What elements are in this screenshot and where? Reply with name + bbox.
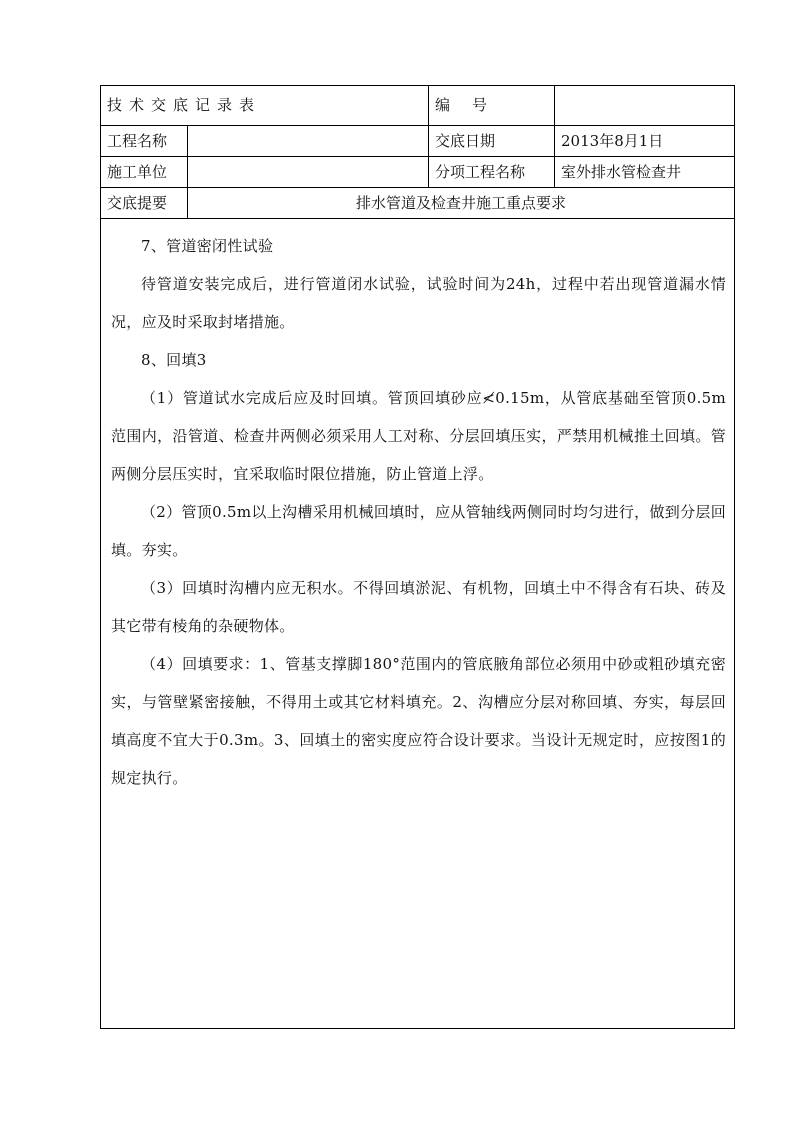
section-heading-leak-test: 7、管道密闭性试验 <box>141 237 274 255</box>
paragraph-backfill-4: （4）回填要求：1、管基支撑脚180°范围内的管底腋角部位必须用中砂或粗砂填充密实，与管壁紧密接触，不得用土或其它材料填充。2、沟槽应分层对称回填、夯实，每层回填高度不宜大于0.3m。3、回填土的密实度应符合设计要求。当设计无规定时，应按图1的规定执行。 <box>111 655 727 787</box>
paragraph-backfill-3: （3）回填时沟槽内应无积水。不得回填淤泥、有机物，回填土中不得含有石块、砖及其它带有棱角的杂硬物体。 <box>111 579 727 635</box>
summary-label: 交底提要 <box>101 188 188 219</box>
content-row <box>101 219 735 1029</box>
form-title: 技术交底记录表 <box>101 86 429 126</box>
briefing-date-label: 交底日期 <box>429 126 555 157</box>
contractor-label: 施工单位 <box>101 157 188 188</box>
summary-row <box>101 188 735 219</box>
project-name-field[interactable] <box>188 126 429 157</box>
summary-field[interactable]: 排水管道及检查井施工重点要求 <box>188 188 735 219</box>
technical-briefing-form <box>100 85 735 1029</box>
paragraph-leak-test: 待管道安装完成后，进行管道闭水试验，试验时间为24h，过程中若出现管道漏水情况，应及时采取封堵措施。 <box>111 275 727 331</box>
subitem-name-label: 分项工程名称 <box>429 157 555 188</box>
briefing-date-field[interactable]: 2013年8月1日 <box>555 126 735 157</box>
paragraph-backfill-2: （2）管顶0.5m以上沟槽采用机械回填时，应从管轴线两侧同时均匀进行，做到分层回填。夯实。 <box>111 503 727 559</box>
contractor-row <box>101 157 735 188</box>
project-row <box>101 126 735 157</box>
paragraph-backfill-1: （1）管道试水完成后应及时回填。管顶回填砂应≮0.15m，从管底基础至管顶0.5m范围内，沿管道、检查井两侧必须采用人工对称、分层回填压实，严禁用机械推土回填。管两侧分层压实时，宜采取临时限位措施，防止管道上浮。 <box>111 389 727 483</box>
contractor-field[interactable] <box>188 157 429 188</box>
serial-number-field[interactable] <box>555 86 735 126</box>
serial-number-label: 编号 <box>429 86 555 126</box>
subitem-name-field[interactable]: 室外排水管检查井 <box>555 157 735 188</box>
briefing-content <box>101 219 734 797</box>
form-header-row <box>101 86 735 126</box>
section-heading-backfill: 8、回填3 <box>141 351 207 369</box>
project-name-label: 工程名称 <box>101 126 188 157</box>
content-cell <box>101 219 735 1029</box>
